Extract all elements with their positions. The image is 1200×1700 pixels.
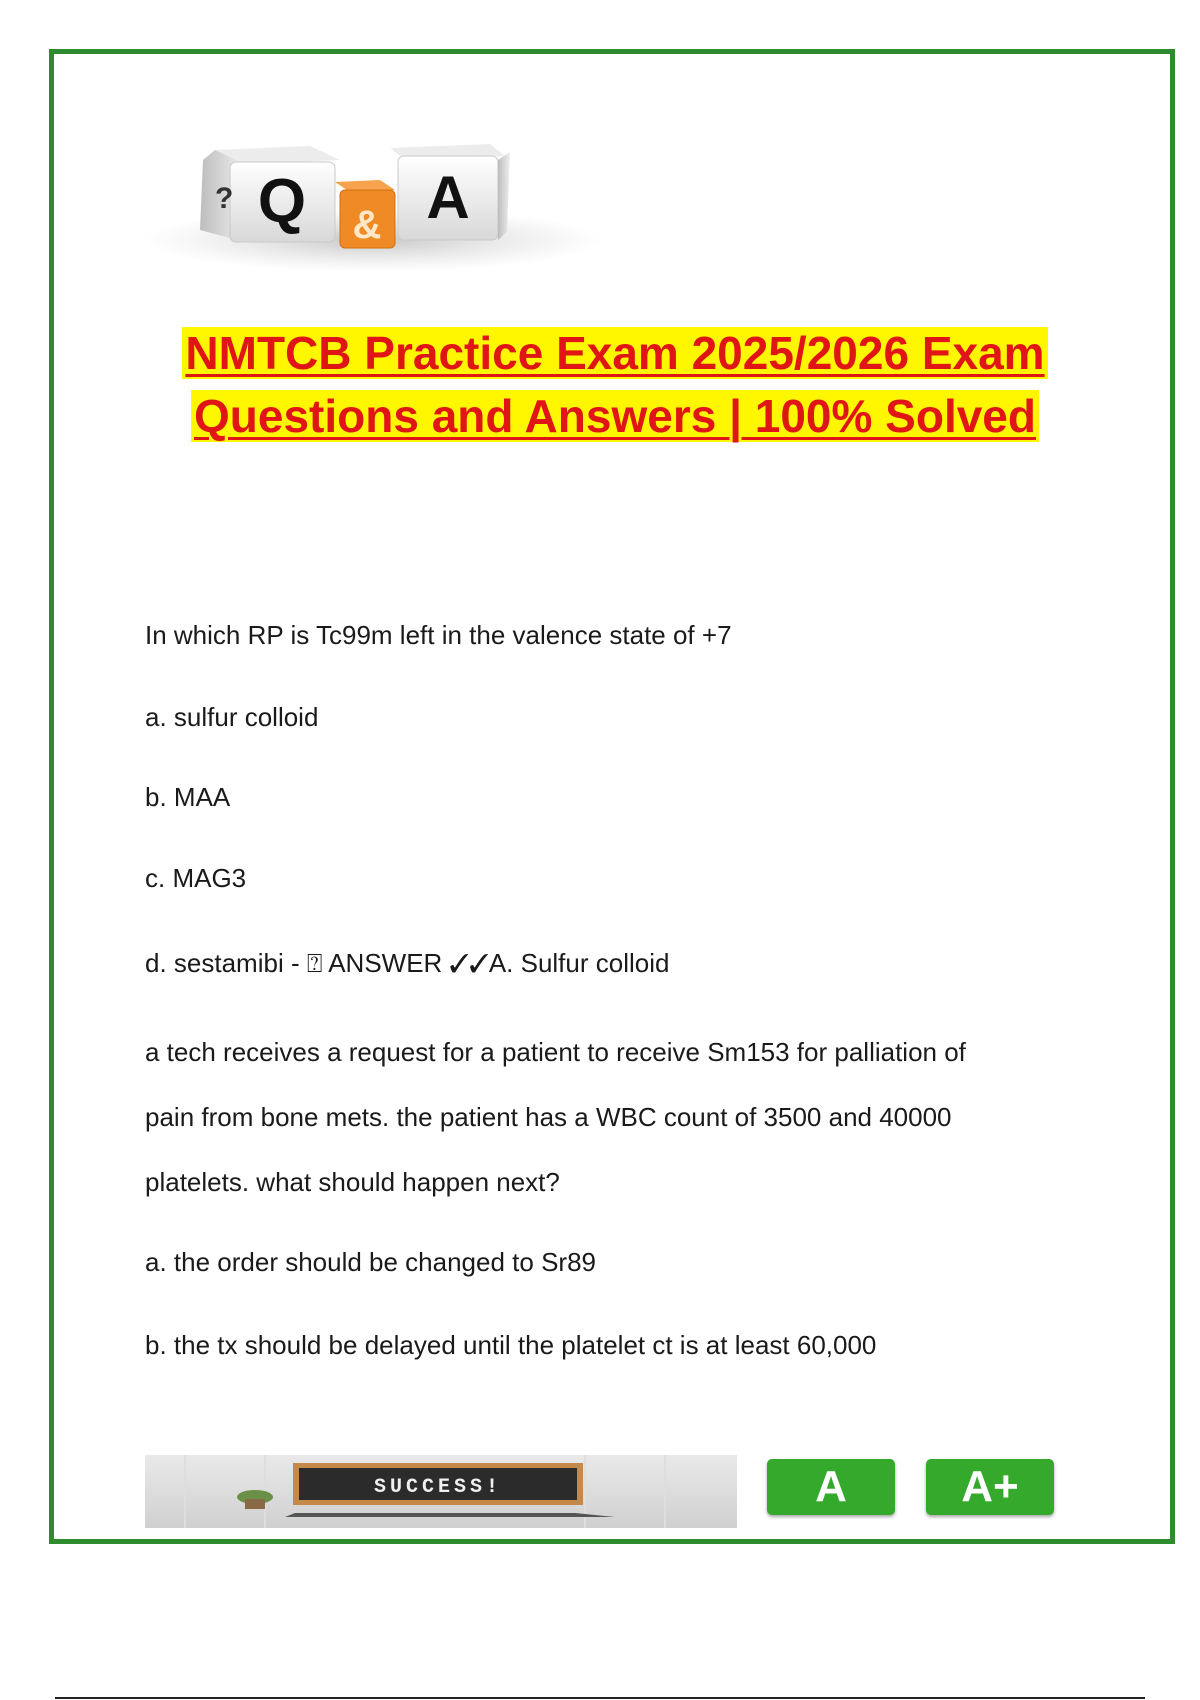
logo-letter-ampersand: & [352,203,382,247]
document-title [100,322,1130,448]
question-2-text-line-3: platelets. what should happen next? [145,1167,560,1197]
question-2-text-line-1: a tech receives a request for a patient to receive Sm153 for palliation of [145,1037,966,1067]
success-chalkboard-image [145,1455,737,1528]
logo-letter-a: A [426,164,470,231]
question-1-option-c: c. MAG3 [145,863,247,893]
title-line-2: Questions and Answers | 100% Solved [191,390,1039,442]
question-1-option-d-answer: d. sestamibi - ⍰ ANSWER ✓✓A. Sulfur colloid [145,948,670,978]
question-2-option-b: b. the tx should be delayed until the platelet ct is at least 60,000 [145,1330,877,1360]
question-1-option-b: b. MAA [145,782,231,812]
title-line-1: NMTCB Practice Exam 2025/2026 Exam [182,327,1047,379]
question-1-option-a: a. sulfur colloid [145,702,319,732]
svg-text:?: ? [215,182,234,215]
grade-a-plus-badge: A+ [926,1459,1054,1515]
question-2-option-a: a. the order should be changed to Sr89 [145,1247,596,1277]
logo-letter-q: Q [257,167,307,236]
grade-a-badge: A [767,1459,895,1515]
svg-text:SUCCESS!: SUCCESS! [373,1476,503,1499]
question-1-text: In which RP is Tc99m left in the valence state of +7 [145,620,732,650]
page-bottom-rule [55,1697,1145,1699]
q-and-a-dice-logo [145,120,600,290]
question-2-text-line-2: pain from bone mets. the patient has a WBC count of 3500 and 40000 [145,1102,952,1132]
